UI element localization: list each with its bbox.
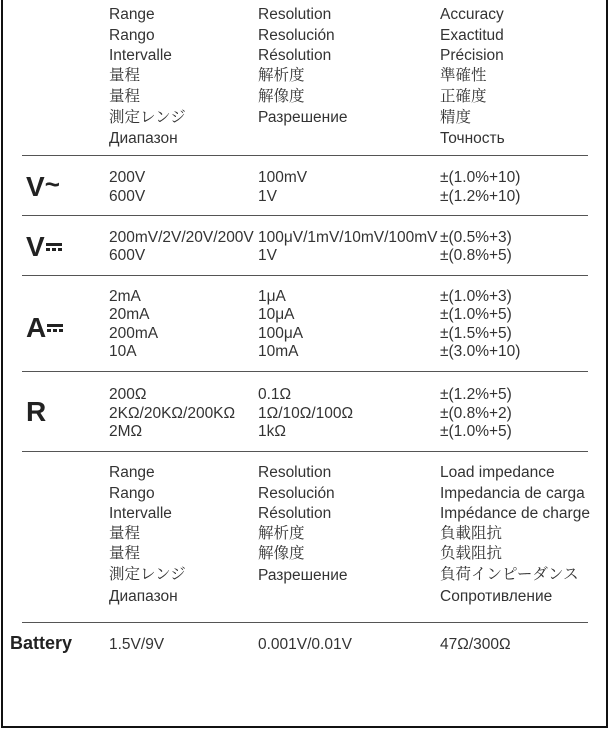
header1-accuracy-zh-tw: 準確性 [440, 67, 487, 84]
header2-impedance-ru: Сопротивление [440, 588, 553, 605]
header1-range-zh-tw: 量程 [109, 67, 141, 84]
header1-accuracy-fr: Précision [440, 47, 504, 64]
header2-impedance-zh-tw: 負載阻抗 [440, 525, 503, 542]
header2-resolution-fr: Résolution [258, 505, 332, 522]
resolution-cell: 100μA [258, 325, 304, 342]
header2-resolution-ru: Разрешение [258, 567, 348, 584]
ac-voltage-symbol [26, 169, 60, 202]
header2-range-ru: Диапазон [109, 588, 178, 605]
header1-accuracy-en: Accuracy [440, 6, 504, 23]
header2-impedance-es: Impedancia de carga [440, 485, 585, 502]
accuracy-cell: ±(0.8%+2) [440, 405, 512, 422]
ac-wave-icon: ~ [44, 169, 60, 199]
accuracy-cell: ±(0.5%+3) [440, 229, 512, 246]
header1-resolution-es: Resolución [258, 27, 335, 44]
range-cell: 200V [109, 169, 146, 186]
header1-range-ru: Диапазон [109, 130, 178, 147]
header2-range-zh-cn: 量程 [109, 545, 141, 562]
battery-range: 1.5V/9V [109, 636, 165, 653]
header1-range-zh-cn: 量程 [109, 88, 141, 105]
dc-symbol-icon [46, 243, 62, 251]
range-cell: 2mA [109, 288, 141, 305]
header1-resolution-ja: 解像度 [258, 88, 305, 105]
resolution-cell: 10mA [258, 343, 299, 360]
header1-range-ja: 測定レンジ [109, 109, 186, 126]
resolution-cell: 1μA [258, 288, 286, 305]
battery-label: Battery [10, 633, 73, 653]
header1-resolution-fr: Résolution [258, 47, 332, 64]
resolution-cell: 100μV/1mV/10mV/100mV [258, 229, 438, 246]
accuracy-cell: ±(1.0%+3) [440, 288, 512, 305]
header2-range-fr: Intervalle [109, 505, 172, 522]
divider [22, 622, 588, 623]
resistance-symbol: R [26, 396, 47, 427]
header2-range-zh-tw: 量程 [109, 525, 141, 542]
accuracy-cell: ±(1.2%+10) [440, 188, 521, 205]
resolution-cell: 1V [258, 188, 277, 205]
header1-resolution-en: Resolution [258, 6, 332, 23]
header2-impedance-en: Load impedance [440, 464, 555, 481]
resolution-cell: 1Ω/10Ω/100Ω [258, 405, 354, 422]
resolution-cell: 1V [258, 247, 277, 264]
header2-impedance-fr: Impédance de charge [440, 505, 590, 522]
header2-resolution-en: Resolution [258, 464, 332, 481]
header1-range-fr: Intervalle [109, 47, 172, 64]
header1-accuracy-es: Exactitud [440, 27, 504, 44]
range-cell: 2MΩ [109, 423, 143, 440]
divider [22, 155, 588, 156]
header1-range-en: Range [109, 6, 155, 23]
range-cell: 200Ω [109, 386, 147, 403]
accuracy-cell: ±(1.2%+5) [440, 386, 512, 403]
header1-accuracy-zh-cn: 正確度 [440, 88, 487, 105]
accuracy-cell: ±(1.0%+5) [440, 423, 512, 440]
divider [22, 215, 588, 216]
range-cell: 10A [109, 343, 137, 360]
ac-voltage-letter: V [26, 171, 45, 202]
range-cell: 200mV/2V/20V/200V [109, 229, 254, 246]
header2-range-es: Rango [109, 485, 155, 502]
range-cell: 600V [109, 188, 146, 205]
header2-resolution-es: Resolución [258, 485, 335, 502]
header1-accuracy-ru: Точность [440, 130, 505, 147]
header2-impedance-zh-cn: 负载阻抗 [440, 545, 503, 562]
divider [22, 371, 588, 372]
range-cell: 600V [109, 247, 146, 264]
accuracy-cell: ±(0.8%+5) [440, 247, 512, 264]
header2-range-en: Range [109, 464, 155, 481]
range-cell: 2KΩ/20KΩ/200KΩ [109, 405, 236, 422]
header1-resolution-zh-tw: 解析度 [258, 67, 305, 84]
divider [22, 451, 588, 452]
battery-impedance: 47Ω/300Ω [440, 636, 511, 653]
battery-resolution: 0.001V/0.01V [258, 636, 352, 653]
accuracy-cell: ±(1.0%+5) [440, 306, 512, 323]
accuracy-cell: ±(3.0%+10) [440, 343, 521, 360]
header1-resolution-ru: Разрешение [258, 109, 348, 126]
accuracy-cell: ±(1.5%+5) [440, 325, 512, 342]
dc-voltage-letter: V [26, 231, 45, 262]
dc-current-symbol [26, 313, 63, 343]
range-cell: 20mA [109, 306, 150, 323]
resolution-cell: 100mV [258, 169, 308, 186]
header2-impedance-ja: 負荷インピーダンス [440, 566, 579, 583]
header2-resolution-ja: 解像度 [258, 545, 305, 562]
header1-range-es: Rango [109, 27, 155, 44]
resolution-cell: 1kΩ [258, 423, 286, 440]
accuracy-cell: ±(1.0%+10) [440, 169, 521, 186]
header2-resolution-zh-tw: 解析度 [258, 525, 305, 542]
dc-voltage-symbol [26, 232, 62, 262]
dc-symbol-icon [47, 324, 63, 332]
range-cell: 200mA [109, 325, 159, 342]
header1-accuracy-ja: 精度 [440, 109, 472, 126]
dc-current-letter: A [26, 312, 47, 343]
divider [22, 275, 588, 276]
resolution-cell: 0.1Ω [258, 386, 292, 403]
header2-range-ja: 測定レンジ [109, 566, 186, 583]
resolution-cell: 10μA [258, 306, 295, 323]
